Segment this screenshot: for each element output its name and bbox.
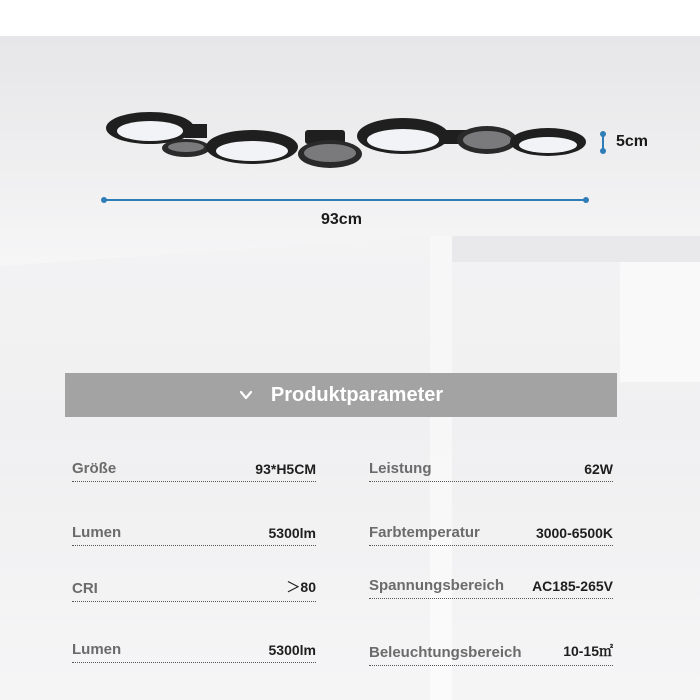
param-label: Beleuchtungsbereich [369, 644, 522, 661]
param-label: Größe [72, 460, 117, 477]
param-row [72, 460, 316, 482]
depth-label: 5cm [616, 133, 649, 150]
param-label: Lumen [72, 524, 122, 541]
chevron-down-icon [239, 388, 253, 402]
param-value: 5300lm [268, 642, 316, 658]
param-label: Leistung [369, 460, 432, 477]
param-value: AC185-265V [532, 578, 613, 594]
param-row [369, 641, 613, 666]
param-row [369, 524, 613, 546]
param-value: 5300lm [268, 525, 316, 541]
section-header[interactable] [65, 373, 617, 417]
param-value: 10-15㎡ [563, 643, 613, 659]
param-value: 93*H5CM [255, 461, 316, 477]
length-label: 93cm [321, 211, 362, 228]
param-row [72, 577, 316, 602]
param-label: Farbtemperatur [369, 524, 480, 541]
param-value: 62W [584, 461, 613, 477]
param-row [72, 524, 316, 546]
param-value: ＞80 [286, 579, 316, 595]
param-label: CRI [72, 580, 98, 597]
param-row [72, 641, 316, 663]
param-label: Spannungsbereich [369, 577, 505, 594]
section-title: Produktparameter [270, 383, 444, 406]
param-label: Lumen [72, 641, 122, 658]
param-row [369, 577, 613, 599]
param-value: 3000-6500K [535, 525, 613, 541]
param-row [369, 460, 613, 482]
